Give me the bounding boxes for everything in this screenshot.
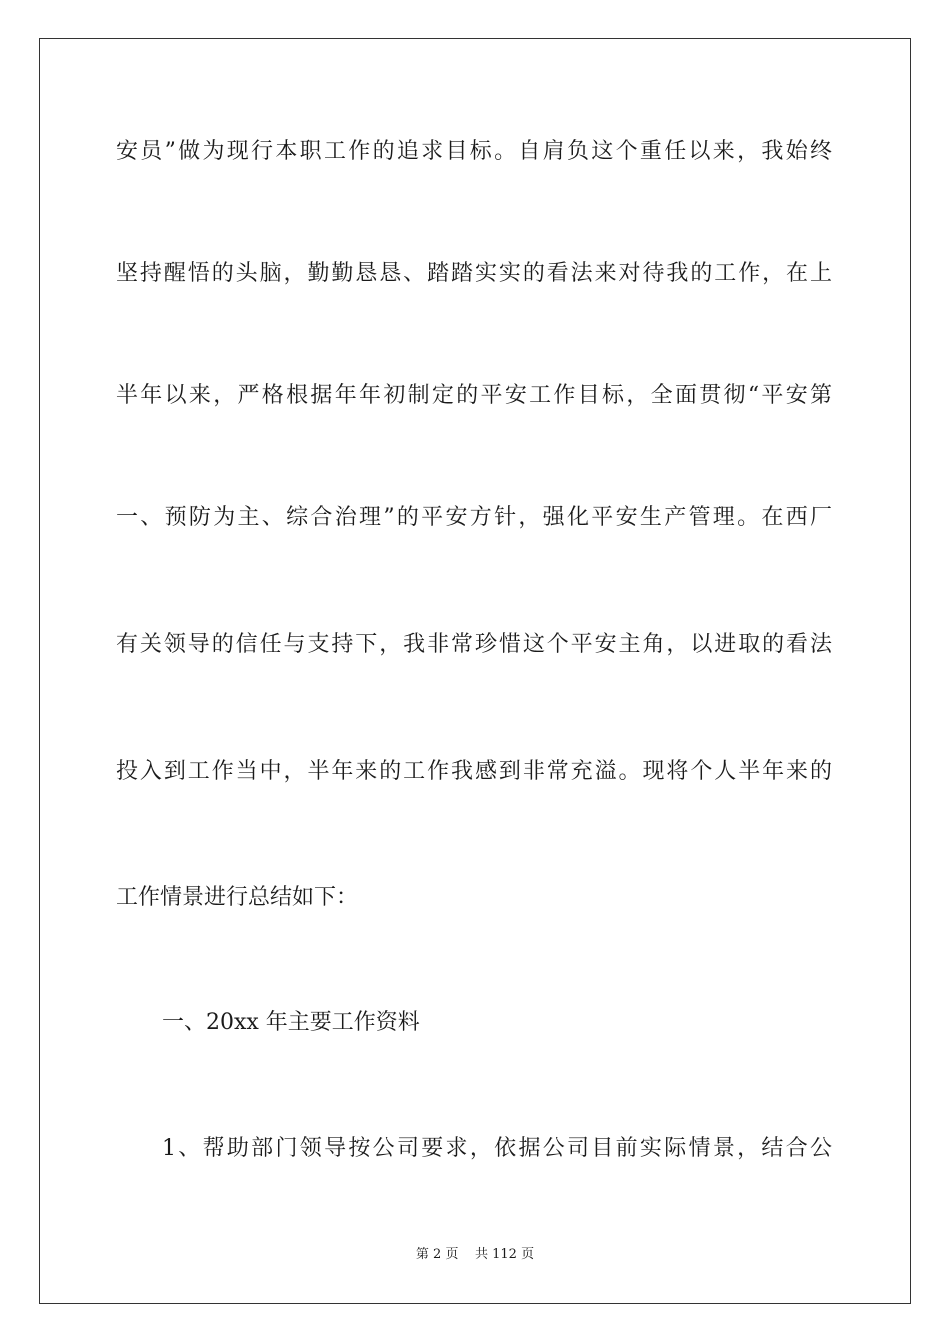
body-text-line-7: 工作情景进行总结如下：: [116, 885, 359, 910]
body-text-line-2: 坚持醒悟的头脑，勤勤恳恳、踏踏实实的看法来对待我的工作，在上: [116, 261, 832, 286]
section-heading: 一、20xx 年主要工作资料: [162, 1010, 420, 1035]
body-text-line-5: 有关领导的信任与支持下，我非常珍惜这个平安主角，以进取的看法: [116, 632, 832, 657]
page-border: [39, 38, 911, 1304]
body-text-line-9: 1、帮助部门领导按公司要求，依据公司目前实际情景，结合公: [162, 1136, 832, 1161]
body-text-line-6: 投入到工作当中，半年来的工作我感到非常充溢。现将个人半年来的: [116, 759, 832, 784]
page-number: 第 2 页: [415, 1247, 459, 1262]
body-text-line-4: 一、预防为主、综合治理”的平安方针，强化平安生产管理。在西厂: [116, 505, 832, 530]
body-text-line-3: 半年以来，严格根据年年初制定的平安工作目标，全面贯彻“平安第: [116, 383, 832, 408]
body-text-line-1: 安员”做为现行本职工作的追求目标。自肩负这个重任以来，我始终: [116, 139, 832, 164]
page-footer: [0, 1246, 950, 1264]
total-pages: 共 112 页: [475, 1247, 535, 1262]
